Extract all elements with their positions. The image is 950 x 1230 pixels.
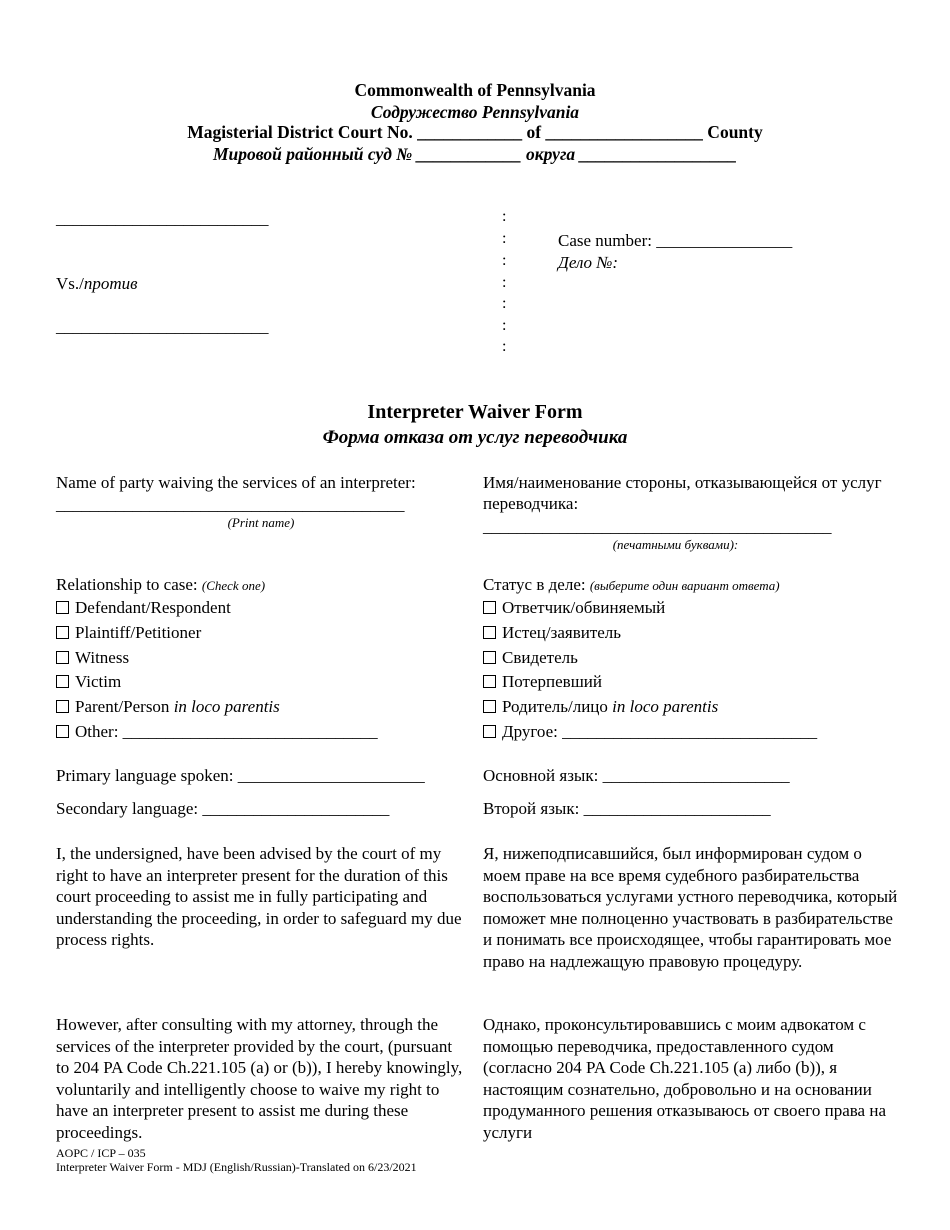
checkbox[interactable]: [56, 725, 69, 738]
party1-blank[interactable]: _________________________: [56, 209, 269, 228]
checkbox[interactable]: [56, 675, 69, 688]
case-number-field[interactable]: Case number: ________________: [558, 231, 793, 250]
form-title-ru: Форма отказа от услуг переводчика: [322, 427, 628, 448]
caption-colon: :: [502, 252, 507, 269]
caption-colon: :: [502, 295, 507, 312]
caption-colon: :: [502, 317, 507, 334]
relationship-label: Relationship to case: (Check one): [56, 575, 266, 594]
case-number-label-ru: Дело №:: [558, 253, 618, 272]
print-name-hint-ru: (печатными буквами):: [612, 537, 739, 552]
option-defendant-ru[interactable]: Ответчик/обвиняемый: [483, 596, 817, 621]
option-victim[interactable]: Victim: [56, 670, 378, 695]
checkbox[interactable]: [483, 700, 496, 713]
checkbox[interactable]: [483, 725, 496, 738]
checkbox[interactable]: [483, 601, 496, 614]
checkbox[interactable]: [56, 626, 69, 639]
checkbox[interactable]: [483, 626, 496, 639]
caption-colon: :: [502, 338, 507, 355]
option-other-ru[interactable]: Другое: ______________________________: [483, 720, 817, 745]
option-parent-ru[interactable]: Родитель/лицо in loco parentis: [483, 695, 817, 720]
name-label: Name of party waiving the services of an interpreter:: [56, 473, 416, 492]
option-plaintiff[interactable]: Plaintiff/Petitioner: [56, 621, 378, 646]
versus-label: Vs./против: [56, 274, 138, 293]
form-description: Interpreter Waiver Form - MDJ (English/Russian)-Translated on 6/23/2021: [56, 1160, 417, 1174]
caption-colon: :: [502, 230, 507, 247]
name-field[interactable]: _________________________________________: [56, 495, 405, 514]
court-header-district: Magisterial District Court No. ____________ of __________________ County: [187, 122, 763, 142]
option-witness-ru[interactable]: Свидетель: [483, 646, 817, 671]
caption-colon: :: [502, 274, 507, 291]
print-name-hint: (Print name): [227, 515, 295, 530]
checkbox[interactable]: [56, 700, 69, 713]
relationship-options: [56, 596, 378, 745]
name-field-ru[interactable]: _________________________________________: [483, 517, 832, 536]
secondary-language-field-ru[interactable]: Второй язык: ______________________: [483, 799, 771, 818]
primary-language-field-ru[interactable]: Основной язык: ______________________: [483, 766, 790, 785]
form-code: AOPC / ICP – 035: [56, 1146, 146, 1160]
option-parent[interactable]: Parent/Person in loco parentis: [56, 695, 378, 720]
court-header-title: Commonwealth of Pennsylvania: [354, 80, 596, 100]
form-title: Interpreter Waiver Form: [367, 401, 583, 423]
option-other[interactable]: Other: ______________________________: [56, 720, 378, 745]
option-victim-ru[interactable]: Потерпевший: [483, 670, 817, 695]
secondary-language-field[interactable]: Secondary language: ______________________: [56, 799, 390, 818]
option-witness[interactable]: Witness: [56, 646, 378, 671]
relationship-options-ru: [483, 596, 817, 745]
advisement-paragraph-ru: Я, нижеподписавшийся, был информирован судом о моем праве на все время судебного разбирательства воспользоваться услугами устного переводчика, который поможет мне полноценно участвовать в разбирательстве и понимать все происходящее, чтобы гарантировать мое право на надлежащую правовую процедуру.: [483, 844, 898, 971]
checkbox[interactable]: [56, 601, 69, 614]
option-plaintiff-ru[interactable]: Истец/заявитель: [483, 621, 817, 646]
party2-blank[interactable]: _________________________: [56, 317, 269, 336]
checkbox[interactable]: [483, 651, 496, 664]
relationship-label-ru: Статус в деле: (выберите один вариант ответа): [483, 575, 780, 594]
name-label-ru: Имя/наименование стороны, отказывающейся от услуг переводчика:: [483, 473, 882, 513]
checkbox[interactable]: [56, 651, 69, 664]
checkbox[interactable]: [483, 675, 496, 688]
advisement-paragraph: I, the undersigned, have been advised by the court of my right to have an interpreter present for the duration of this court proceeding to assist me in fully participating and understanding the proceeding, in order to safeguard my due process rights.: [56, 844, 462, 949]
waiver-paragraph-ru: Однако, проконсультировавшись с моим адвокатом с помощью переводчика, предоставленного судом (согласно 204 PA Code Ch.221.105 (a) либо (b)), я настоящим сознательно, добровольно и на основании продуманного решения отказываюсь от своего права на услуги: [483, 1015, 886, 1142]
caption-colon: :: [502, 208, 507, 225]
waiver-paragraph: However, after consulting with my attorney, through the services of the interpreter provided by the court, (pursuant to 204 PA Code Ch.221.105 (a) or (b)), I hereby knowingly, voluntarily and intelligently choose to waive my right to have an interpreter present to assist me during these proceedings.: [56, 1015, 463, 1142]
primary-language-field[interactable]: Primary language spoken: ______________________: [56, 766, 425, 785]
court-header-district-ru: Мировой районный суд № ____________ округа __________________: [212, 144, 738, 164]
option-defendant[interactable]: Defendant/Respondent: [56, 596, 378, 621]
court-header-title-ru: Содружество Pennsylvania: [370, 102, 580, 122]
